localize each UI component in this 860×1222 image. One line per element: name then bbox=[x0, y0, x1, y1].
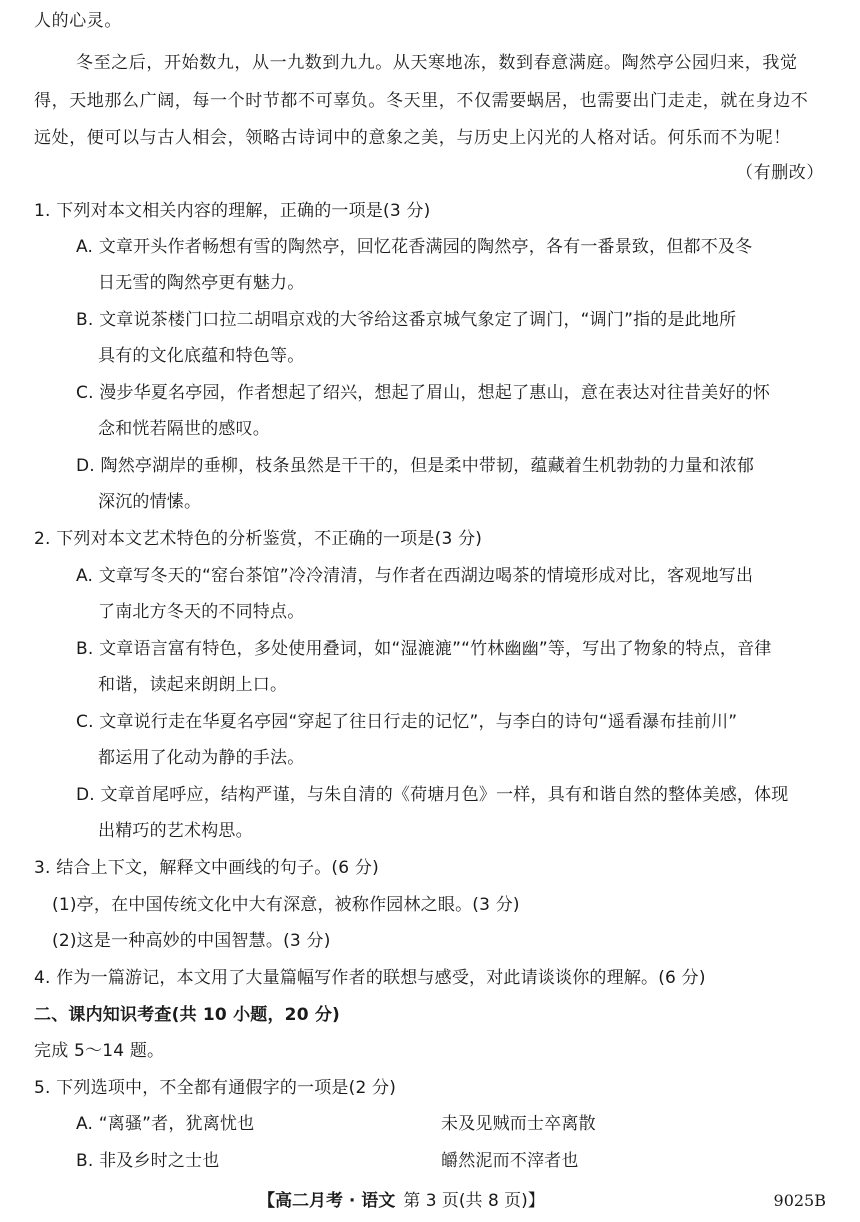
q2-option-d-cont: 出精巧的艺术构思。 bbox=[98, 821, 253, 841]
question-3-stem: 3. 结合上下文，解释文中画线的句子。(6 分) bbox=[34, 858, 379, 878]
q1-option-b: B. 文章说茶楼门口拉二胡唱京戏的大爷给这番京城气象定了调门，“调门”指的是此地所 bbox=[76, 310, 737, 330]
passage-text-line: 得，天地那么广阔，每一个时节都不可辜负。冬天里，不仅需要蜗居，也需要出门走走，就在身边不 bbox=[34, 91, 809, 111]
footer-paper-code: 9025B bbox=[773, 1191, 826, 1210]
q2-option-b-cont: 和谐，读起来朗朗上口。 bbox=[98, 675, 288, 695]
question-1-stem: 1. 下列对本文相关内容的理解，正确的一项是(3 分) bbox=[34, 201, 431, 221]
q5-option-a-right: 未及见贼而士卒离散 bbox=[441, 1114, 596, 1134]
q2-option-a-cont: 了南北方冬天的不同特点。 bbox=[98, 602, 305, 622]
q2-option-c-cont: 都运用了化动为静的手法。 bbox=[98, 748, 305, 768]
passage-text-line: 人的心灵。 bbox=[34, 11, 122, 31]
q1-option-c: C. 漫步华夏名亭园，作者想起了绍兴，想起了眉山，想起了惠山，意在表达对往昔美好的怀 bbox=[76, 383, 771, 403]
q2-option-d: D. 文章首尾呼应，结构严谨，与朱自清的《荷塘月色》一样，具有和谐自然的整体美感，体现 bbox=[76, 785, 789, 805]
q3-sub-2: (2)这是一种高妙的中国智慧。(3 分) bbox=[52, 931, 331, 951]
source-note: （有删改） bbox=[736, 163, 824, 183]
q5-option-a-left: A. “离骚”者，犹离忧也 bbox=[76, 1114, 255, 1134]
passage-text-line: 远处，便可以与古人相会，领略古诗词中的意象之美，与历史上闪光的人格对话。何乐而不为呢！ bbox=[34, 128, 791, 148]
q2-option-b: B. 文章语言富有特色，多处使用叠词，如“湿漉漉”“竹林幽幽”等，写出了物象的特点，音律 bbox=[76, 639, 772, 659]
footer-page-number: 第 3 页(共 8 页)】 bbox=[403, 1191, 545, 1211]
q1-option-b-cont: 具有的文化底蕴和特色等。 bbox=[98, 346, 305, 366]
q1-option-c-cont: 念和恍若隔世的感叹。 bbox=[98, 419, 270, 439]
question-4-stem: 4. 作为一篇游记，本文用了大量篇幅写作者的联想与感受，对此请谈谈你的理解。(6 分) bbox=[34, 968, 706, 988]
footer-exam-title: 【高二月考 · 语文 bbox=[258, 1191, 396, 1211]
page-footer bbox=[0, 1190, 860, 1214]
q1-option-a-cont: 日无雪的陶然亭更有魅力。 bbox=[98, 273, 305, 293]
passage-text-line: 冬至之后，开始数九，从一九数到九九。从天寒地冻，数到春意满庭。陶然亭公园归来，我觉 bbox=[76, 53, 798, 73]
section-heading: 二、课内知识考查(共 10 小题，20 分) bbox=[34, 1005, 341, 1025]
question-5-stem: 5. 下列选项中，不全都有通假字的一项是(2 分) bbox=[34, 1078, 397, 1098]
section-intro: 完成 5～14 题。 bbox=[34, 1041, 165, 1061]
q5-option-b-right: 皭然泥而不滓者也 bbox=[441, 1151, 579, 1171]
q5-option-b-left: B. 非及乡时之士也 bbox=[76, 1151, 220, 1171]
q2-option-c: C. 文章说行走在华夏名亭园“穿起了往日行走的记忆”，与李白的诗句“遥看瀑布挂前川” bbox=[76, 712, 738, 732]
question-2-stem: 2. 下列对本文艺术特色的分析鉴赏，不正确的一项是(3 分) bbox=[34, 529, 483, 549]
q2-option-a: A. 文章写冬天的“窑台茶馆”冷冷清清，与作者在西湖边喝茶的情境形成对比，客观地写出 bbox=[76, 566, 754, 586]
q1-option-d-cont: 深沉的情愫。 bbox=[98, 492, 202, 512]
q1-option-d: D. 陶然亭湖岸的垂柳，枝条虽然是干干的，但是柔中带韧，蕴藏着生机勃勃的力量和浓郁 bbox=[76, 456, 755, 476]
q3-sub-1: (1)亭，在中国传统文化中大有深意，被称作园林之眼。(3 分) bbox=[52, 895, 520, 915]
footer-exam-info bbox=[258, 1190, 545, 1212]
q1-option-a: A. 文章开头作者畅想有雪的陶然亭，回忆花香满园的陶然亭，各有一番景致，但都不及冬 bbox=[76, 237, 753, 257]
